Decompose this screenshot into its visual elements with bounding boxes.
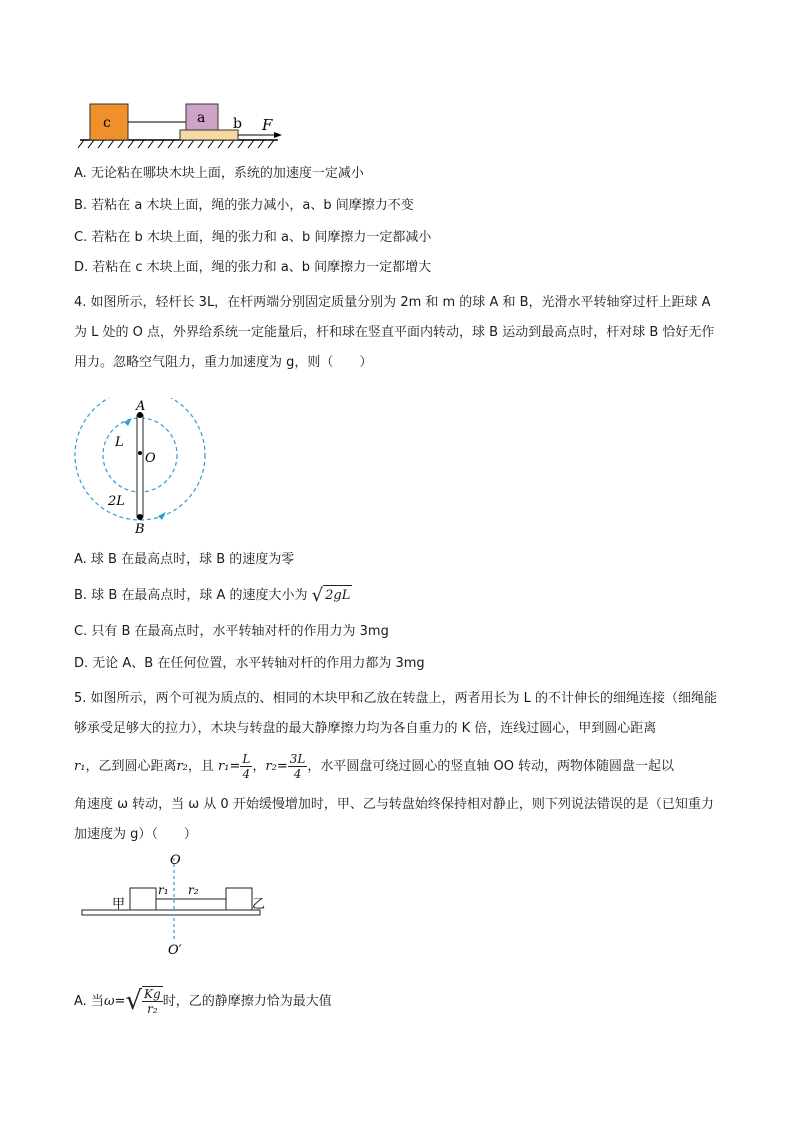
- q5-text: ，乙到圆心距离: [85, 759, 177, 774]
- rod: [137, 415, 143, 517]
- q3-option-a: A. 无论粘在哪块木块上面，系统的加速度一定减小: [74, 166, 364, 181]
- r2-symbol: r₂: [265, 759, 277, 774]
- q4-stem: 4. 如图所示，轻杆长 3L，在杆两端分别固定质量分别为 2m 和 m 的球 A 和 B，光滑水平转轴穿过杆上距球 A 为 L 处的 O 点，外界给系统一定能量后，杆和球在竖直平面内转动，球 B 运动到最高点时，杆对球 B 恰好无作用力。忽略空气阻力，重力加速度为 g，则（ ）: [74, 295, 715, 370]
- label-B: B: [135, 522, 145, 537]
- q3-option-d: D. 若粘在 c 木块上面，绳的张力和 a、b 间摩擦力一定都增大: [74, 260, 432, 275]
- sqrt-expression: √ $\frac{Kg}{\text{r₂}}$: [125, 986, 161, 1016]
- label-L: L: [115, 435, 124, 450]
- label-a: a: [197, 110, 206, 126]
- q3-option-b: B. 若粘在 a 木块上面，绳的张力减小，a、b 间摩擦力不变: [74, 198, 414, 213]
- r2-symbol: r₂: [176, 759, 188, 774]
- sqrt-expression: √ 2gL: [311, 584, 351, 606]
- arrow-icon: [124, 418, 132, 426]
- label-O-bottom: O′: [168, 943, 182, 958]
- q4-option-d: D. 无论 A、B 在任何位置，水平转轴对杆的作用力都为 3mg: [74, 656, 425, 671]
- label-jia: 甲: [112, 897, 126, 912]
- rotating-rod-diagram: [70, 398, 215, 538]
- q4-option-c: C. 只有 B 在最高点时，水平转轴对杆的作用力为 3mg: [74, 624, 389, 639]
- q3-option-c: C. 若粘在 b 木块上面，绳的张力和 a、b 间摩擦力一定都减小: [74, 230, 432, 245]
- label-yi: 乙: [252, 897, 266, 912]
- turntable: [82, 910, 260, 915]
- label-O: O: [145, 451, 156, 466]
- q5-stem-part1: 5. 如图所示，两个可视为质点的、相同的木块甲和乙放在转盘上，两者用长为 L 的不计伸长的细绳连接（细绳能够承受足够大的拉力），木块与转盘的最大静摩擦力均为各自重力的 K 倍，连线过圆心，甲到圆心距离: [74, 691, 718, 736]
- q5-text: ，且: [187, 759, 214, 774]
- radicand: 2gL: [323, 585, 352, 606]
- label-c: c: [103, 115, 111, 131]
- label-b: b: [233, 116, 242, 132]
- r1-symbol: r₁: [74, 759, 86, 774]
- label-O-top: O: [170, 853, 181, 868]
- block-jia: [130, 888, 156, 910]
- fraction-r2: $\frac{3L}{4}$: [289, 752, 306, 781]
- label-A: A: [136, 399, 146, 414]
- label-r2: r₂: [188, 883, 199, 897]
- q4-option-b: [74, 585, 352, 606]
- block-yi: [226, 888, 252, 910]
- q4-option-b-text: B. 球 B 在最高点时，球 A 的速度大小为: [74, 588, 308, 603]
- label-F: F: [262, 116, 273, 134]
- label-2L: 2L: [108, 494, 125, 509]
- arrow-icon: [158, 512, 166, 520]
- force-arrow-icon: [274, 132, 282, 138]
- turntable-diagram: [78, 850, 278, 962]
- q5-option-a-text: 时，乙的静摩擦力恰为最大值: [162, 993, 332, 1009]
- board-b: [180, 130, 238, 140]
- q5-stem-part3: 角速度 ω 转动，当 ω 从 0 开始缓慢增加时，甲、乙与转盘始终保持相对静止，则下列说法错误的是（已知重力加速度为 g）（ ）: [74, 797, 714, 842]
- block-diagram: [78, 98, 288, 156]
- q5-text: ，水平圆盘可绕过圆心的竖直轴 OO 转动，两物体随圆盘一起以: [307, 759, 675, 774]
- fraction-r1: $\frac{L}{4}$: [242, 752, 251, 781]
- q5-stem-part2: r₁，乙到圆心距离r₂，且 r₁= $\frac{L}{4}$ ，r₂= $\frac{3L}{4}$ ，水平圆盘可绕过圆心的竖直轴 OO 转动，两物体随圆盘一起以: [74, 752, 675, 781]
- q4-option-a: A. 球 B 在最高点时，球 B 的速度为零: [74, 552, 295, 567]
- q5-option-a-text: A. 当: [74, 993, 104, 1009]
- label-r1: r₁: [158, 883, 169, 897]
- q5-option-a: A. 当ω=√ $\frac{Kg}{\text{r₂}}$ 时，乙的静摩擦力恰为最大值: [74, 983, 332, 1020]
- r1-symbol: r₁: [218, 759, 230, 774]
